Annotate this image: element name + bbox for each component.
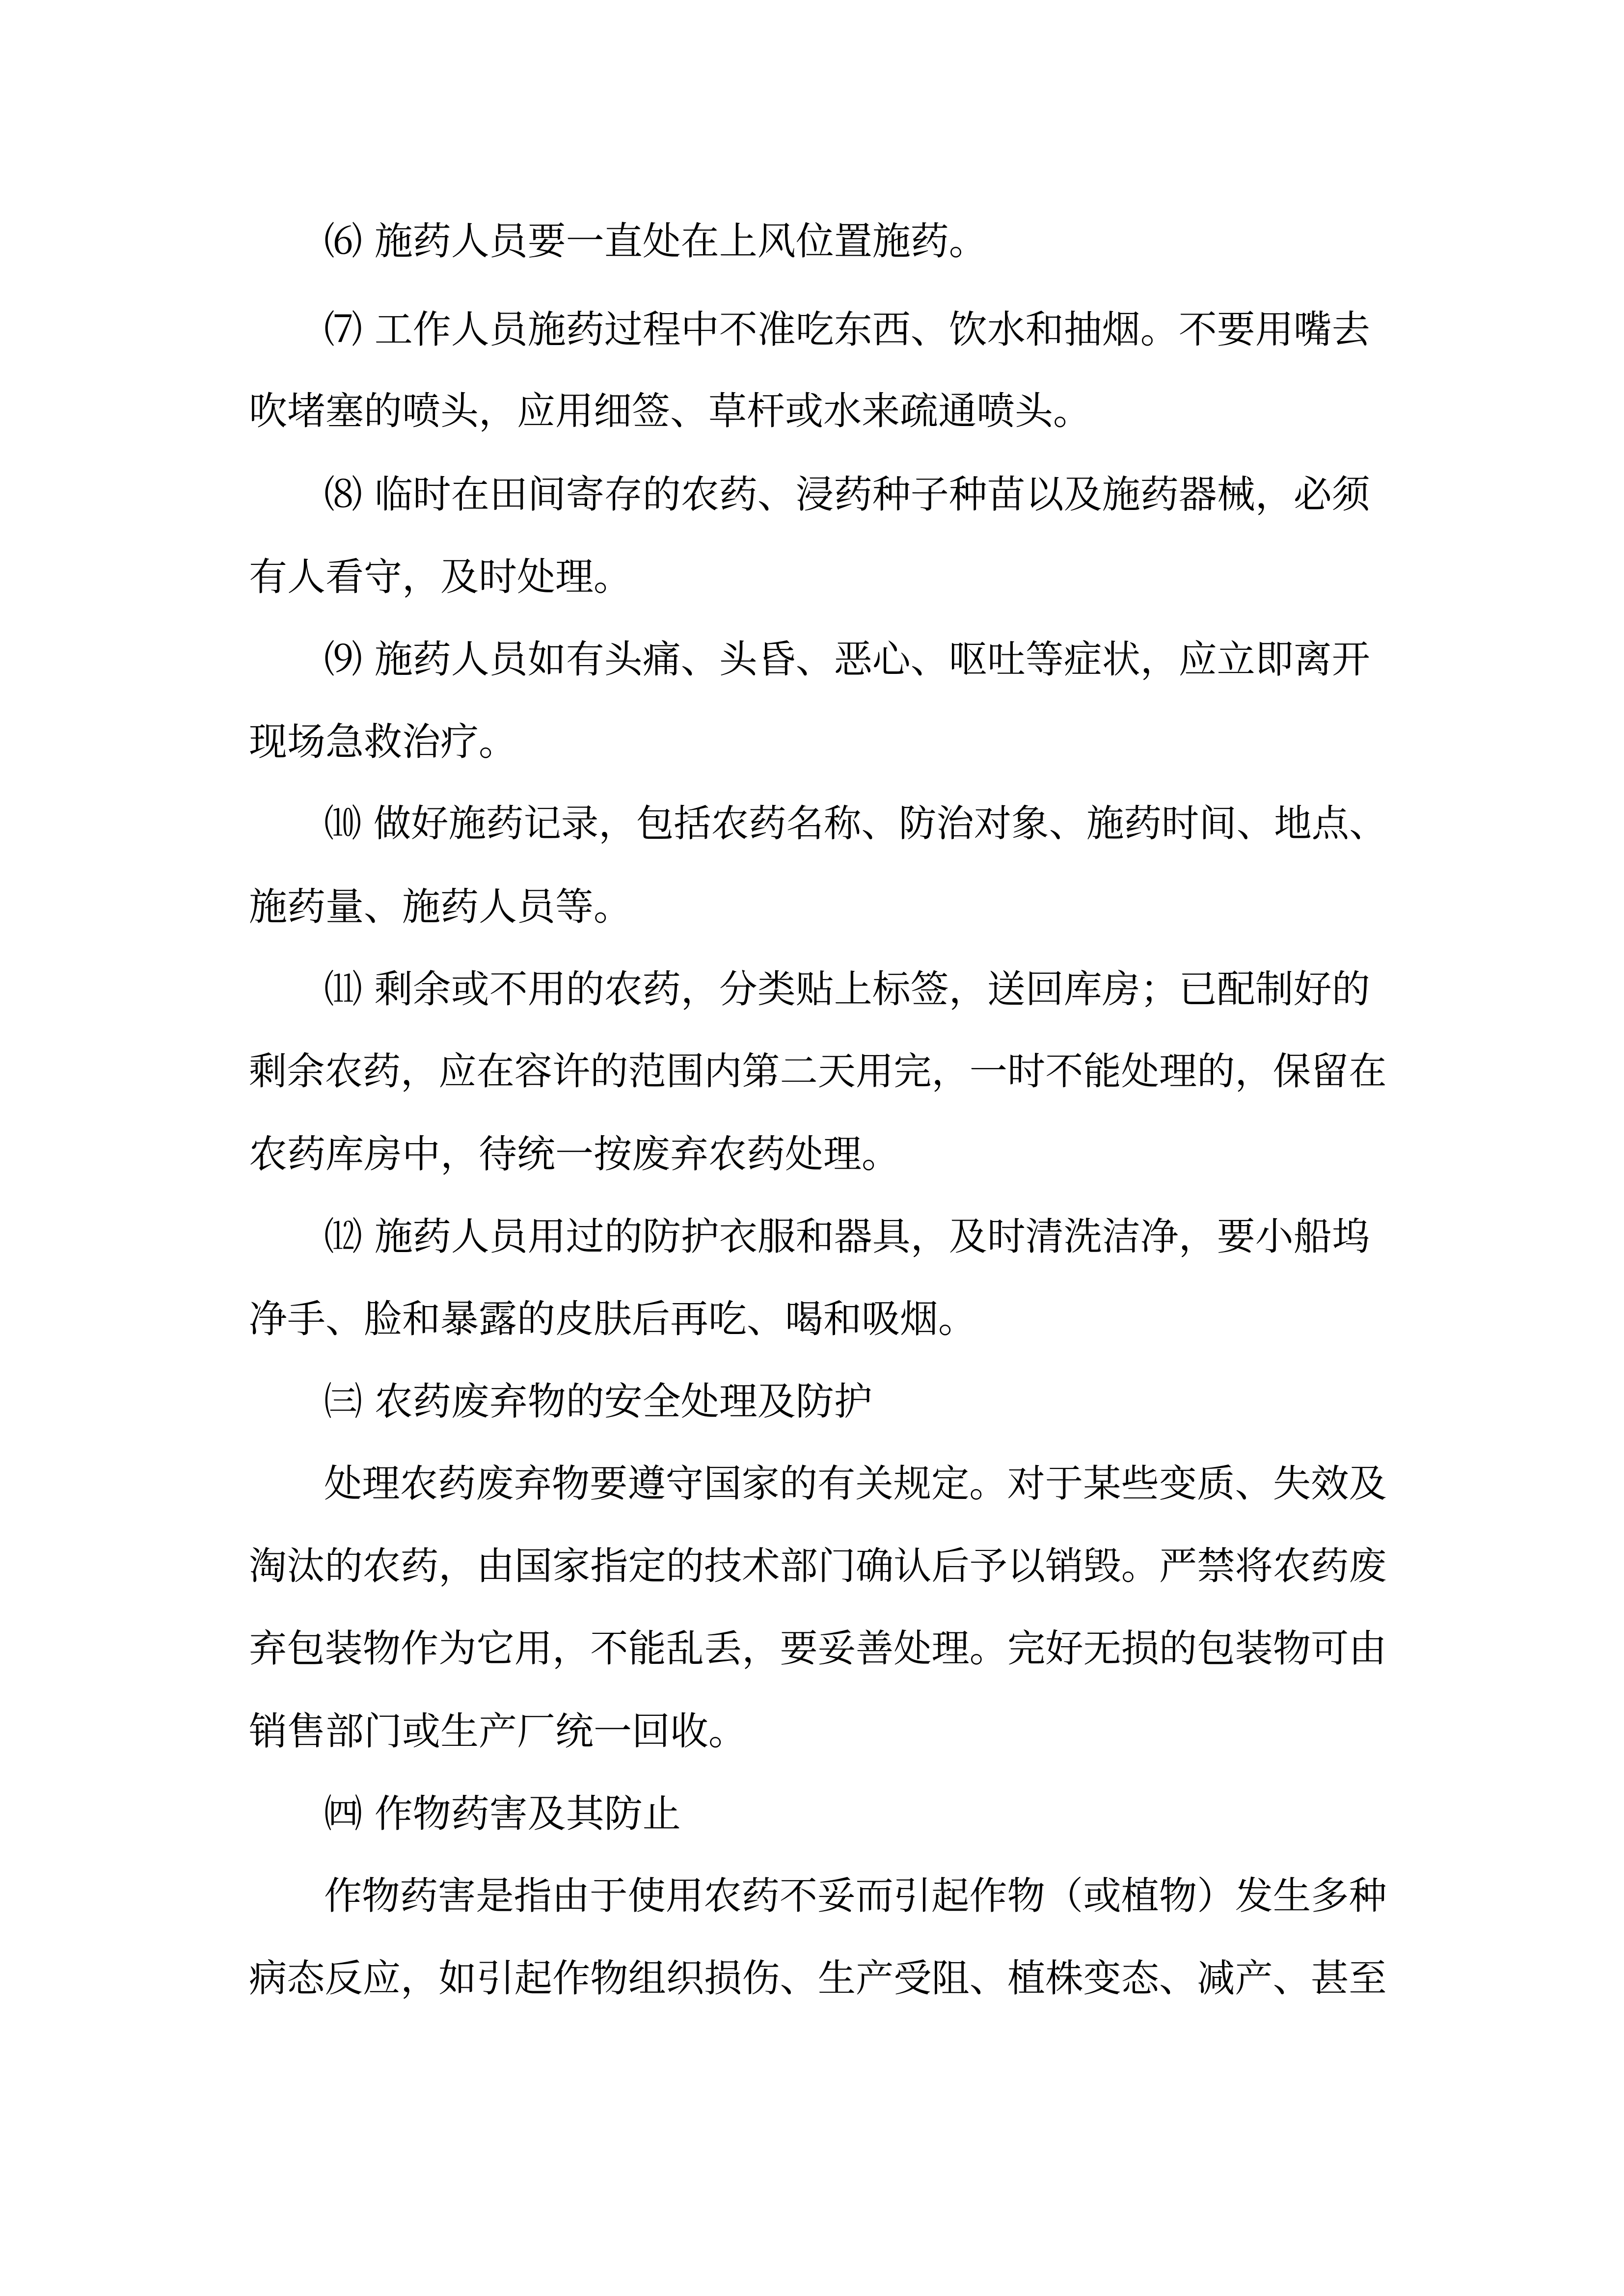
paragraph-line: 淘汰的农药，由国家指定的技术部门确认后予以销毁。严禁将农药废 — [249, 1544, 1387, 1588]
paragraph-line: 净手、脸和暴露的皮肤后再吃、喝和吸烟。 — [249, 1297, 977, 1341]
paragraph-line: 作物药害是指由于使用农药不妥而引起作物（或植物）发生多种 — [324, 1874, 1387, 1918]
paragraph-line: ⑿ 施药人员用过的防护衣服和器具，及时清洗洁净，要小船坞 — [324, 1215, 1370, 1259]
paragraph-line: 施药量、施药人员等。 — [249, 885, 632, 929]
section-heading: ㈢ 农药废弃物的安全处理及防护 — [324, 1380, 872, 1424]
paragraph-line: ⑻ 临时在田间寄存的农药、浸药种子种苗以及施药器械，必须 — [324, 473, 1370, 517]
paragraph-line: 销售部门或生产厂统一回收。 — [249, 1709, 747, 1754]
section-heading: ㈣ 作物药害及其防止 — [324, 1792, 681, 1836]
paragraph-line: 有人看守，及时处理。 — [249, 555, 632, 599]
paragraph-line: 现场急救治疗。 — [249, 720, 517, 764]
paragraph-line: 农药库房中，待统一按废弃农药处理。 — [249, 1132, 900, 1176]
paragraph-line: ⑺ 工作人员施药过程中不准吃东西、饮水和抽烟。不要用嘴去 — [324, 308, 1370, 352]
paragraph-line: ⑼ 施药人员如有头痛、头昏、恶心、呕吐等症状，应立即离开 — [324, 638, 1370, 682]
paragraph-line: 剩余农药，应在容许的范围内第二天用完，一时不能处理的，保留在 — [249, 1049, 1387, 1094]
paragraph-line: 处理农药废弃物要遵守国家的有关规定。对于某些变质、失效及 — [324, 1462, 1387, 1506]
paragraph-line: 病态反应，如引起作物组织损伤、生产受阻、植株变态、减产、甚至 — [249, 1956, 1387, 2001]
paragraph-line: ⑽ 做好施药记录，包括农药名称、防治对象、施药时间、地点、 — [324, 802, 1387, 846]
paragraph-line: ⑹ 施药人员要一直处在上风位置施药。 — [324, 219, 987, 264]
paragraph-line: 弃包装物作为它用，不能乱丢，要妥善处理。完好无损的包装物可由 — [249, 1627, 1387, 1671]
paragraph-line: ⑾ 剩余或不用的农药，分类贴上标签，送回库房；已配制好的 — [324, 967, 1370, 1012]
paragraph-line: 吹堵塞的喷头，应用细签、草杆或水来疏通喷头。 — [249, 389, 1092, 433]
